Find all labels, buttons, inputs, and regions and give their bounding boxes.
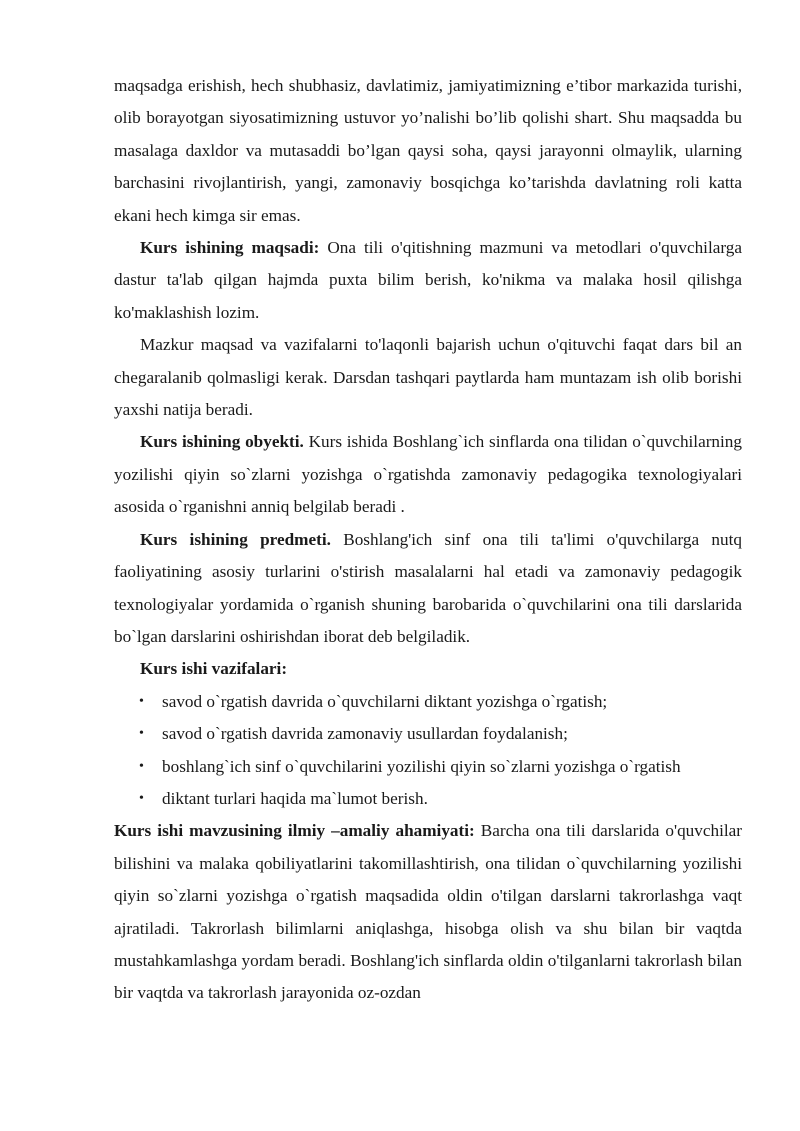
object-paragraph xyxy=(114,426,742,523)
task-text: boshlang`ich sinf o`quvchilarini yozilishi qiyin so`zlarni yozishga o`rgatish xyxy=(162,756,681,776)
bullet-icon: • xyxy=(139,758,144,774)
subject-paragraph xyxy=(114,524,742,654)
subject-text: Boshlang'ich sinf ona tili ta'limi o'quvchilarga nutq faoliyatining asosiy turlarini o'stirish masalalarni hal etadi va zamonaviy pedagogik texnologiyalar yordamida o`rganish shuning barobarida o`quvchilarini ona tili darslarida bo`lgan darslarini oshirishdan iborat deb belgiladik. xyxy=(114,529,742,646)
subject-label: Kurs ishining predmeti. xyxy=(140,529,331,549)
list-item xyxy=(114,783,742,815)
task-text: savod o`rgatish davrida zamonaviy usullardan foydalanish; xyxy=(162,724,568,744)
list-item xyxy=(114,751,742,783)
goal-paragraph xyxy=(114,232,742,329)
task-text: diktant turlari haqida ma`lumot berish. xyxy=(162,788,428,808)
intro-paragraph: maqsadga erishish, hech shubhasiz, davlatimiz, jamiyatimizning e’tibor markazida turishi, olib borayotgan siyosatimizning ustuvor yo’nalishi bo’lib qolishi shart. Shu maqsadda bu masalaga daxldor va mutasaddi bo’lgan qaysi soha, qaysi jarayonni olmaylik, ularning barchasini rivojlantirish, yangi, zamonaviy bosqichga ko’tarishda davlatning roli katta ekani hech kimga sir emas. xyxy=(114,76,742,225)
bullet-icon: • xyxy=(139,693,144,709)
bullet-icon: • xyxy=(139,790,144,806)
significance-label: Kurs ishi mavzusining ilmiy –amaliy ahamiyati: xyxy=(114,821,475,841)
significance-text: Barcha ona tili darslarida o'quvchilar bilishini va malaka qobiliyatlarini takomillashtirish, ona tilidan o`quvchilarning yozilishi qiyin so`zlarni yozishga o`rgatish maqsadida oldin o'tilgan darslarni takrorlashga vaqt ajratiladi. Takrorlash bilimlarni aniqlashga, hisobga olish va shu bilan bir vaqtda mustahkamlashga yordam beradi. Boshlang'ich sinflarda oldin o'tilganlarni takrorlash bilan bir vaqtda va takrorlash jarayonida oz-ozdan xyxy=(114,821,742,1003)
object-label: Kurs ishining obyekti. xyxy=(140,432,304,452)
significance-paragraph xyxy=(114,815,742,1009)
tasks-list xyxy=(114,686,742,816)
bullet-icon: • xyxy=(139,726,144,742)
teacher-paragraph: Mazkur maqsad va vazifalarni to'laqonli bajarish uchun o'qituvchi faqat dars bil an chegaralanib qolmasligi kerak. Darsdan tashqari paytlarda ham muntazam ish olib borishi yaxshi natija beradi. xyxy=(114,335,742,420)
task-text: savod o`rgatish davrida o`quvchilarni diktant yozishga o`rgatish; xyxy=(162,691,608,711)
list-item xyxy=(114,686,742,718)
tasks-heading: Kurs ishi vazifalari: xyxy=(140,659,288,679)
document-body xyxy=(114,70,742,1010)
list-item xyxy=(114,718,742,750)
goal-label: Kurs ishining maqsadi: xyxy=(140,238,320,258)
object-text: Kurs ishida Boshlang`ich sinflarda ona tilidan o`quvchilarning yozilishi qiyin so`zlarni yozishga o`rgatishda zamonaviy pedagogika texnologiyalari asosida o`rganishni anniq belgilab beradi . xyxy=(114,432,742,517)
goal-text: Ona tili o'qitishning mazmuni va metodlari o'quvchilarga dastur ta'lab qilgan hajmda puxta bilim berish, ko'nikma va malaka hosil qilishga ko'maklashish lozim. xyxy=(114,238,742,322)
